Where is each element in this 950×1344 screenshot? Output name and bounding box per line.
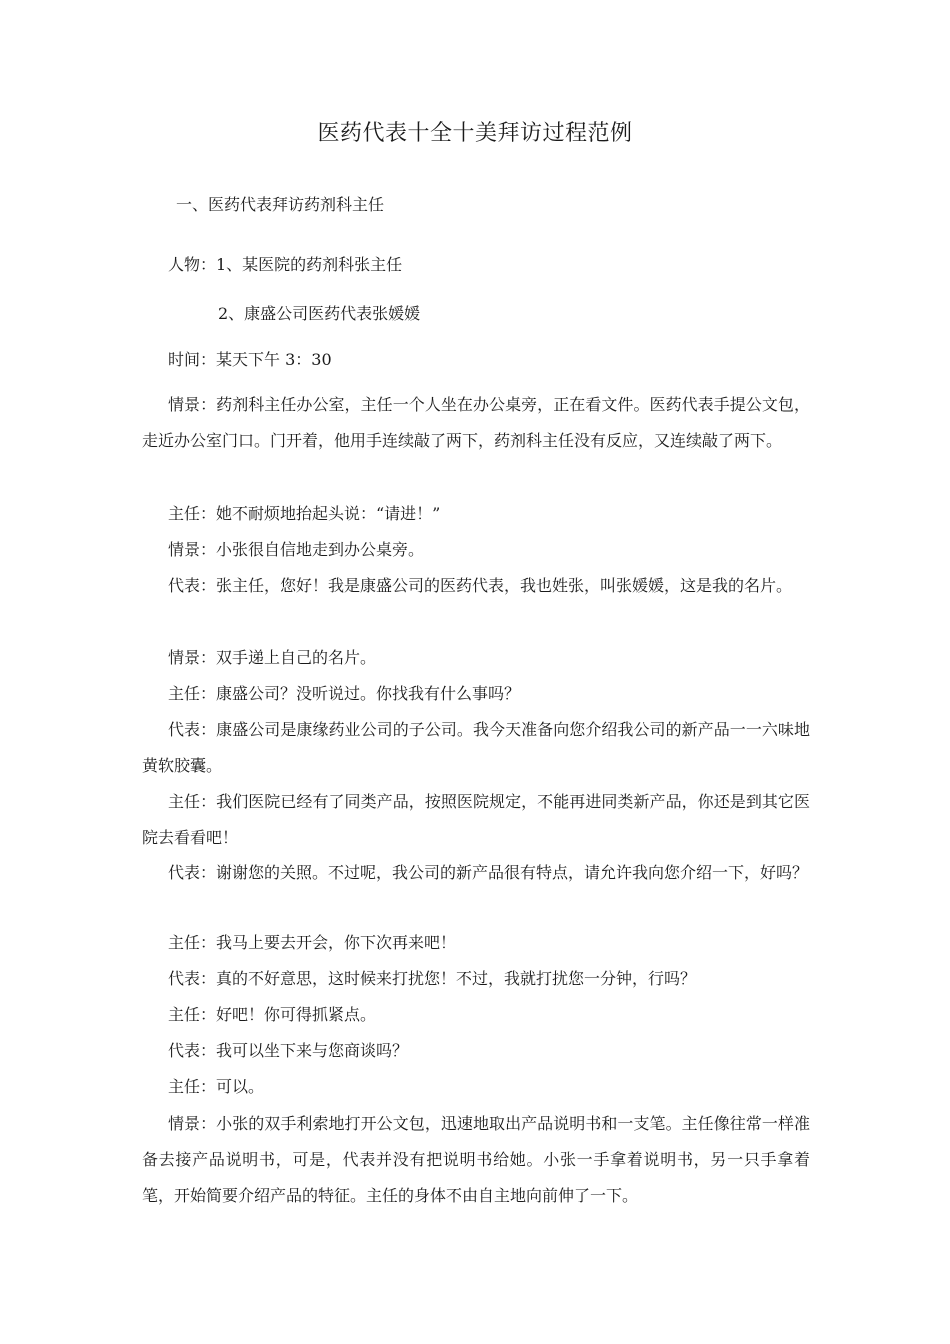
characters-line-2: 2、康盛公司医药代表张媛媛	[218, 304, 421, 323]
dialogue-paragraph: 代表：康盛公司是康缘药业公司的子公司。我今天准备向您介绍我公司的新产品一一六味地黄软胶囊。	[142, 720, 810, 775]
dialogue-paragraph: 代表：谢谢您的关照。不过呢，我公司的新产品很有特点，请允许我向您介绍一下，好吗？	[168, 863, 809, 882]
dialogue-paragraph: 主任：我马上要去开会，你下次再来吧！	[168, 933, 457, 952]
dialogue-paragraph: 情景：药剂科主任办公室，主任一个人坐在办公桌旁，正在看文件。医药代表手提公文包，走近办公室门口。门开着，他用手连续敲了两下，药剂科主任没有反应，又连续敲了两下。	[142, 395, 810, 450]
characters-line-1: 人物：1、某医院的药剂科张主任	[168, 255, 403, 274]
dialogue-paragraph: 代表：我可以坐下来与您商谈吗？	[168, 1041, 409, 1060]
dialogue-paragraph: 代表：张主任，您好！我是康盛公司的医药代表，我也姓张，叫张媛媛，这是我的名片。	[168, 576, 793, 595]
section-heading: 一、医药代表拜访药剂科主任	[176, 195, 385, 214]
dialogue-paragraph: 情景：小张很自信地走到办公桌旁。	[168, 540, 425, 559]
document-title: 医药代表十全十美拜访过程范例	[317, 121, 633, 146]
dialogue-paragraph: 主任：康盛公司？没听说过。你找我有什么事吗？	[168, 684, 521, 703]
dialogue-paragraph: 主任：她不耐烦地抬起头说：“请进！”	[168, 504, 441, 523]
dialogue-paragraph: 代表：真的不好意思，这时候来打扰您！不过，我就打扰您一分钟，行吗？	[168, 969, 697, 988]
dialogue-paragraph: 主任：好吧！你可得抓紧点。	[168, 1005, 377, 1024]
dialogue-paragraph: 主任：可以。	[168, 1077, 265, 1096]
time-line: 时间：某天下午 3：30	[168, 350, 332, 369]
dialogue-paragraph: 情景：小张的双手利索地打开公文包，迅速地取出产品说明书和一支笔。主任像往常一样准备去接产品说明书，可是，代表并没有把说明书给她。小张一手拿着说明书，另一只手拿着笔，开始简要介绍产品的特征。主任的身体不由自主地向前伸了一下。	[142, 1114, 810, 1205]
dialogue-paragraph: 情景：双手递上自己的名片。	[168, 648, 377, 667]
dialogue-paragraph: 主任：我们医院已经有了同类产品，按照医院规定，不能再进同类新产品，你还是到其它医院去看看吧！	[142, 792, 810, 847]
